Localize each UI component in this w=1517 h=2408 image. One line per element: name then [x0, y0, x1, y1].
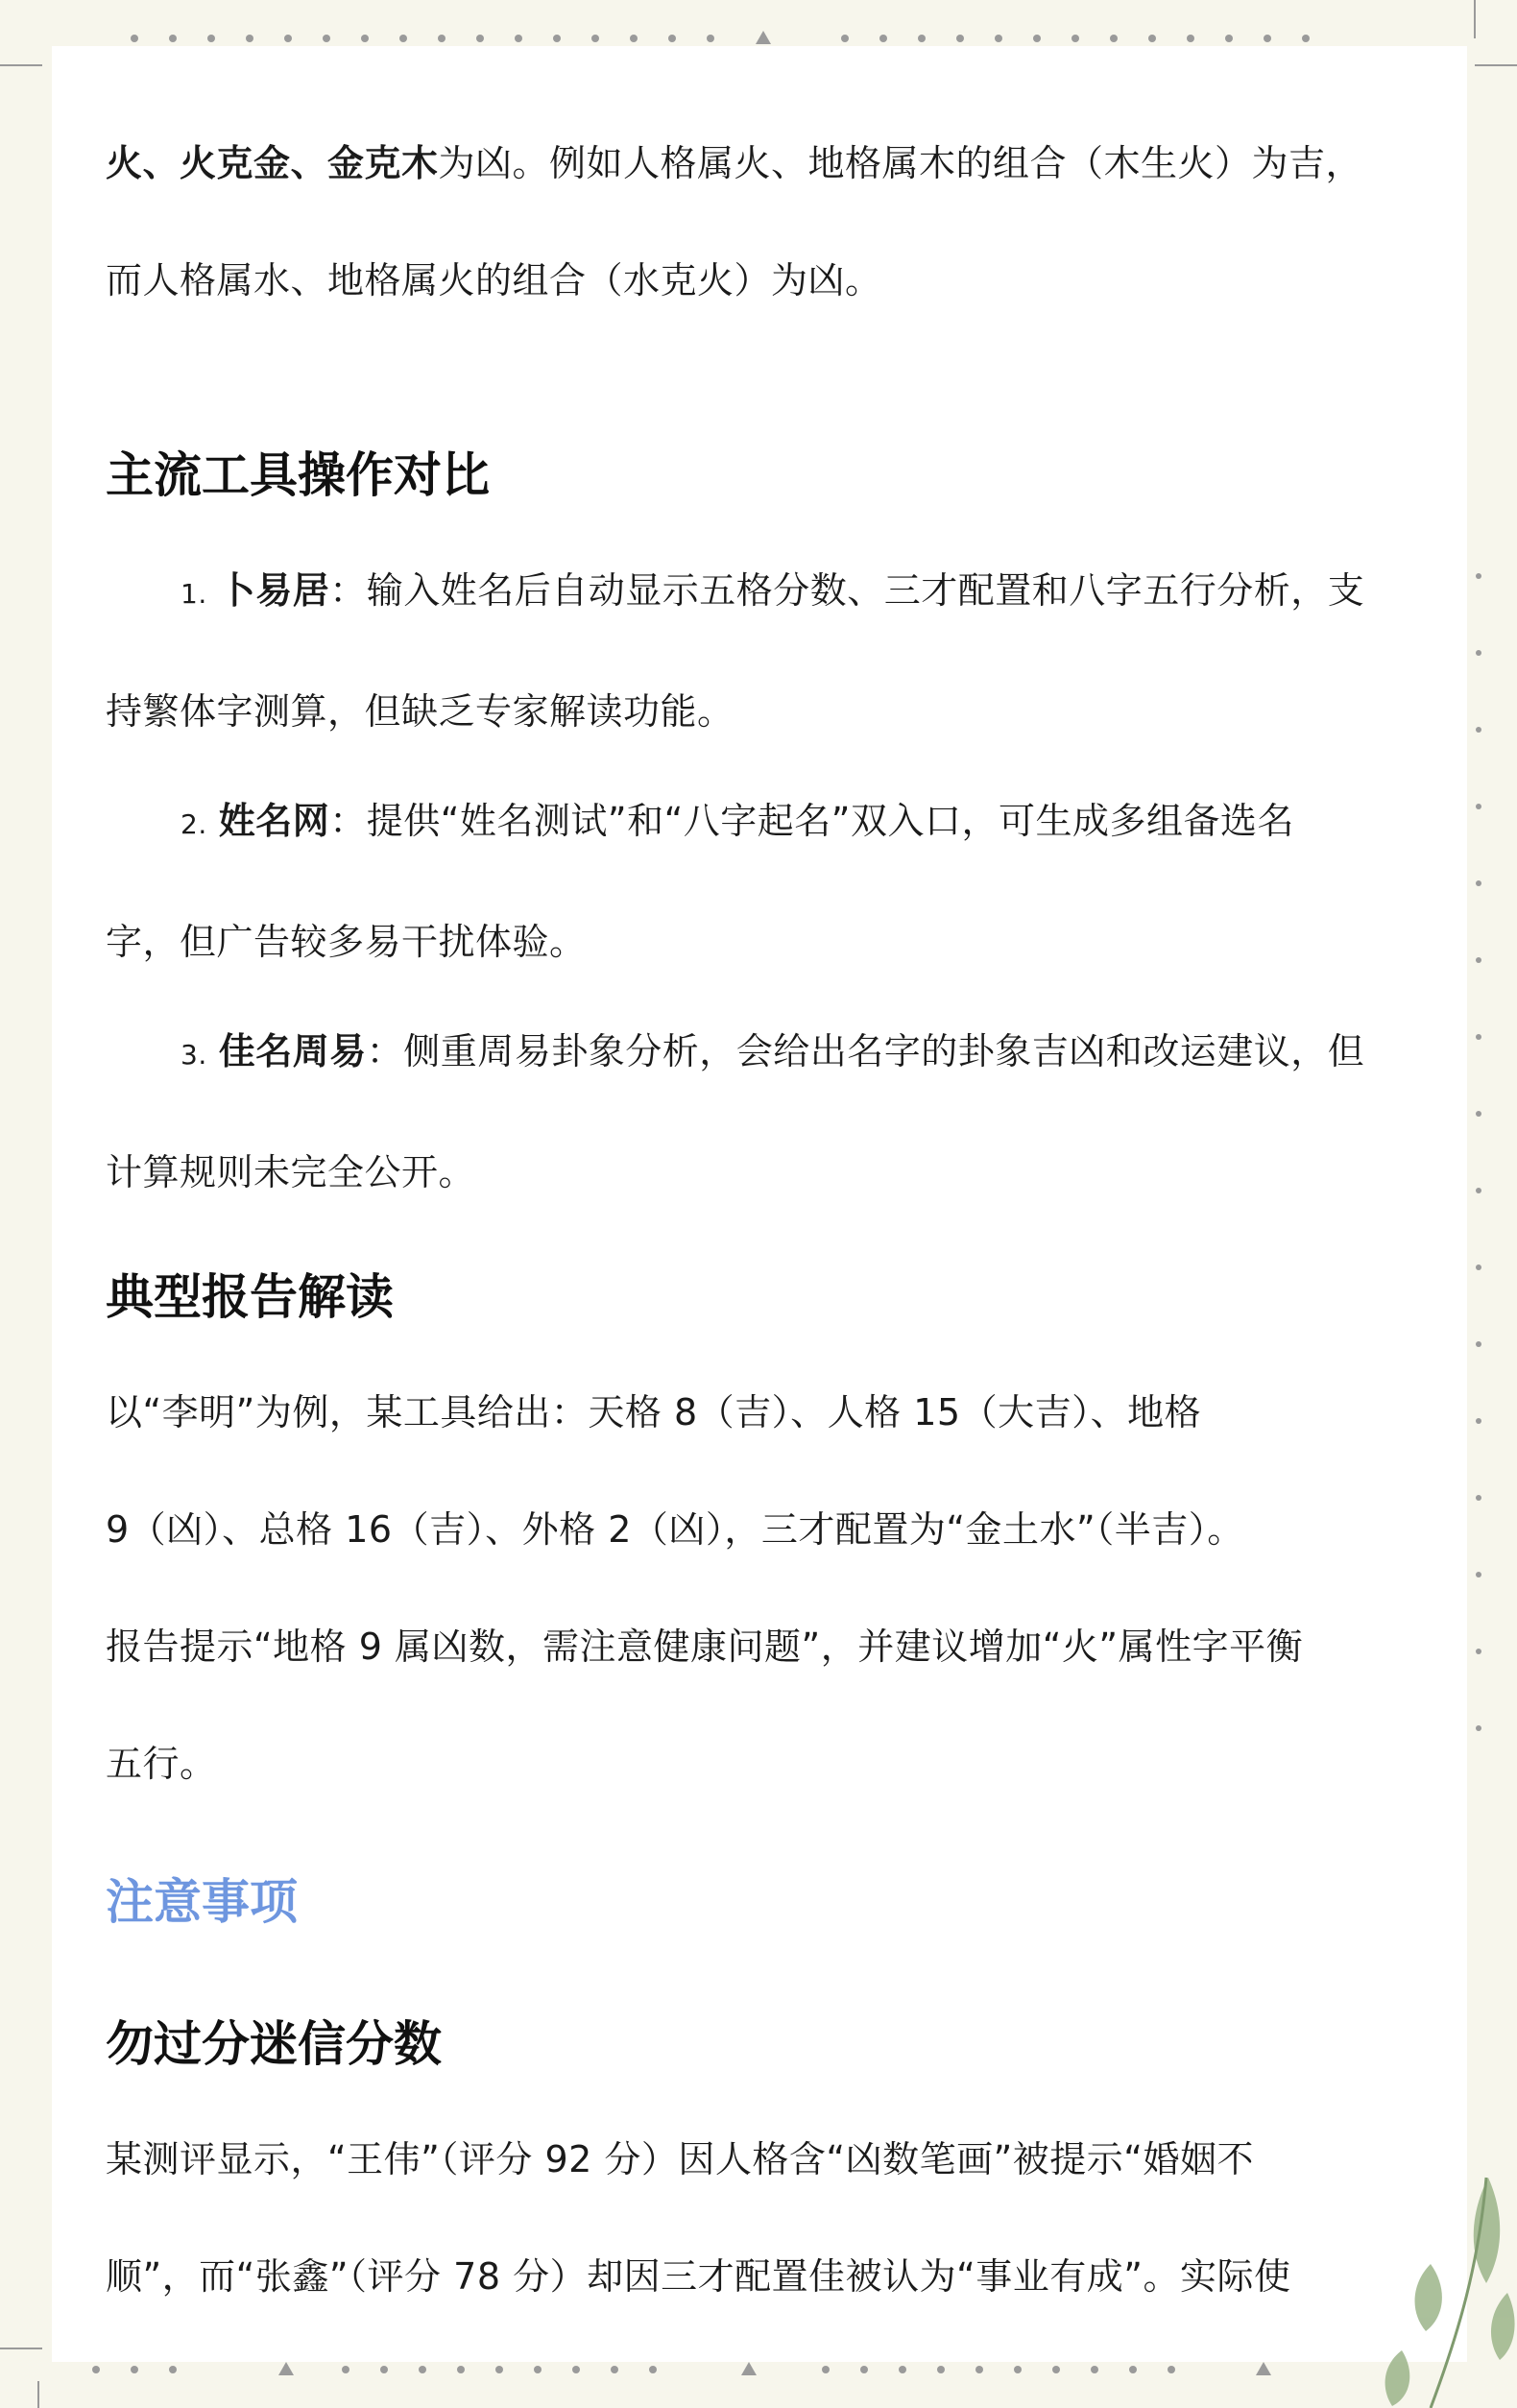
leaf-decoration-icon: [1373, 2158, 1517, 2408]
tool-list: [106, 532, 1450, 1231]
list-item: [106, 993, 1450, 1231]
tool-name: 卜易居: [218, 569, 330, 612]
superstition-line: 某测评显示，“王伟”（评分 92 分）因人格含“凶数笔画”被提示“婚姻不: [106, 2138, 1254, 2180]
tool-desc-line-2: 计算规则未完全公开。: [106, 1151, 476, 1193]
section-heading-tools: 主流工具操作对比: [106, 447, 490, 503]
list-item: [106, 762, 1450, 1000]
tool-desc-line-1: 输入姓名后自动显示五格分数、三才配置和八字五行分析，支: [366, 569, 1365, 612]
superstition-line: 顺”，而“张鑫”（评分 78 分）却因三才配置佳被认为“事业有成”。实际使: [106, 2255, 1291, 2298]
section-heading-report: 典型报告解读: [106, 1269, 394, 1325]
list-number: 3.: [181, 1039, 207, 1071]
report-line: 报告提示“地格 9 属凶数，需注意健康问题”，并建议增加“火”属性字平衡: [106, 1625, 1304, 1668]
report-paragraph: [106, 1354, 1469, 1822]
colon: ：: [329, 800, 367, 842]
report-line: 以“李明”为例，某工具给出：天格 8（吉）、人格 15（大吉）、地格: [106, 1391, 1202, 1433]
tool-name: 姓名网: [218, 800, 330, 842]
section-heading-notice: 注意事项: [106, 1874, 298, 1930]
colon: ：: [329, 569, 367, 612]
tool-desc-line-2: 持繁体字测算，但缺乏专家解读功能。: [106, 690, 734, 733]
list-item: [106, 532, 1450, 770]
report-line: 五行。: [106, 1743, 217, 1785]
report-line: 9（凶）、总格 16（吉）、外格 2（凶），三才配置为“金土水”（半吉）。: [106, 1508, 1244, 1551]
list-number: 1.: [181, 578, 207, 610]
list-number: 2.: [181, 808, 207, 840]
intro-line-2: 而人格属水、地格属火的组合（水克火）为凶。: [106, 259, 882, 301]
article-card: [52, 46, 1467, 2362]
tool-desc-line-2: 字，但广告较多易干扰体验。: [106, 921, 587, 963]
intro-paragraph: [106, 142, 1363, 339]
intro-bold: 火、火克金、金克木: [106, 142, 439, 184]
intro-line-1: 为凶。例如人格属火、地格属木的组合（木生火）为吉，: [438, 142, 1363, 184]
tool-desc-line-1: 侧重周易卦象分析，会给出名字的卦象吉凶和改运建议，但: [403, 1030, 1365, 1072]
superstition-paragraph: [106, 2101, 1479, 2335]
section-heading-superstition: 勿过分迷信分数: [106, 2016, 442, 2072]
tool-desc-line-1: 提供“姓名测试”和“八字起名”双入口，可生成多组备选名: [366, 800, 1294, 842]
colon: ：: [366, 1030, 404, 1072]
tool-name: 佳名周易: [218, 1030, 367, 1072]
